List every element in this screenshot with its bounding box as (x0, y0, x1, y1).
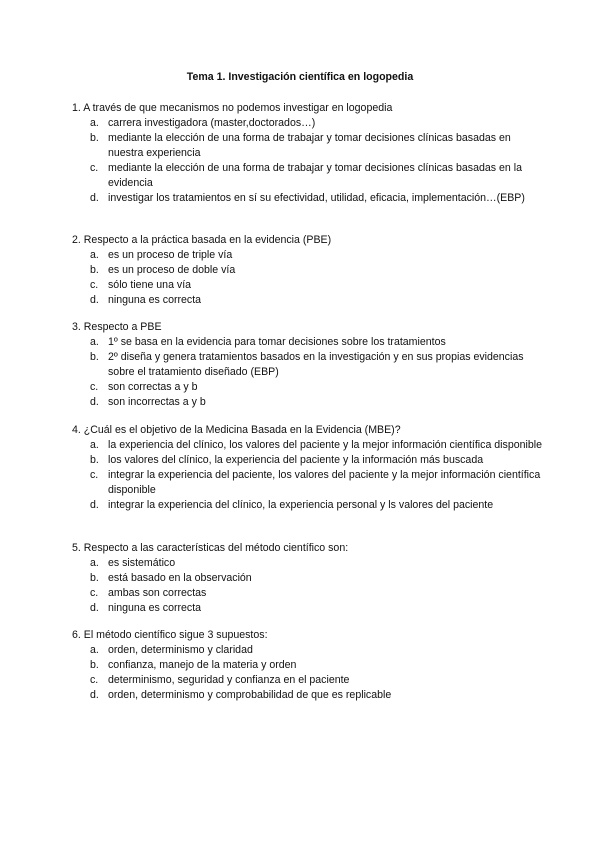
option-item (72, 468, 542, 498)
option-label: a. (90, 439, 99, 451)
option-text: está basado en la observación (108, 572, 252, 584)
question-5 (72, 541, 542, 616)
question-text: 2. Respecto a la práctica basada en la evidencia (PBE) (72, 234, 332, 246)
option-item (72, 556, 542, 571)
option-label: a. (90, 557, 99, 569)
option-label: d. (90, 602, 99, 614)
option-item (72, 453, 542, 468)
option-item (72, 278, 542, 293)
question-4 (72, 423, 542, 513)
option-item (72, 161, 542, 191)
option-text: 2º diseña y genera tratamientos basados en la investigación y en sus propias evidencias sobre el tratamiento diseñado (EBP) (108, 351, 524, 378)
option-label: c. (90, 587, 99, 599)
option-list (72, 556, 542, 616)
option-label: c. (90, 674, 99, 686)
option-label: b. (90, 572, 99, 584)
option-label: d. (90, 499, 99, 511)
option-item (72, 438, 542, 453)
option-label: a. (90, 117, 99, 129)
option-item (72, 498, 542, 513)
option-label: b. (90, 351, 99, 363)
option-item (72, 571, 542, 586)
option-label: c. (90, 162, 99, 174)
option-list (72, 335, 542, 410)
option-text: son incorrectas a y b (108, 396, 206, 408)
option-item (72, 380, 542, 395)
option-label: c. (90, 381, 99, 393)
option-item (72, 586, 542, 601)
option-item (72, 248, 542, 263)
option-text: los valores del clínico, la experiencia del paciente y la información más buscada (108, 454, 484, 466)
option-text: investigar los tratamientos en sí su efectividad, utilidad, eficacia, implementación…(EBP) (108, 192, 525, 204)
option-label: d. (90, 192, 99, 204)
option-label: c. (90, 279, 99, 291)
question-text: 5. Respecto a las características del método científico son: (72, 542, 349, 554)
option-label: a. (90, 249, 99, 261)
option-text: orden, determinismo y claridad (108, 644, 253, 656)
option-label: b. (90, 264, 99, 276)
question-1 (72, 101, 542, 206)
option-text: sólo tiene una vía (108, 279, 192, 291)
option-label: b. (90, 659, 99, 671)
option-text: determinismo, seguridad y confianza en el paciente (108, 674, 350, 686)
option-label: b. (90, 132, 99, 144)
option-label: a. (90, 336, 99, 348)
option-text: 1º se basa en la evidencia para tomar decisiones sobre los tratamientos (108, 336, 446, 348)
option-label: c. (90, 469, 99, 481)
option-item (72, 350, 542, 380)
question-text: 4. ¿Cuál es el objetivo de la Medicina Basada en la Evidencia (MBE)? (72, 424, 401, 436)
question-6 (72, 628, 542, 703)
option-list (72, 248, 542, 308)
option-item (72, 116, 542, 131)
option-label: a. (90, 644, 99, 656)
option-text: es un proceso de doble vía (108, 264, 236, 276)
option-text: mediante la elección de una forma de trabajar y tomar decisiones clínicas basadas en la evidencia (108, 162, 522, 189)
option-item (72, 673, 542, 688)
option-list (72, 116, 542, 206)
option-label: d. (90, 396, 99, 408)
option-text: orden, determinismo y comprobabilidad de que es replicable (108, 689, 392, 701)
option-text: integrar la experiencia del clínico, la experiencia personal y ls valores del paciente (108, 499, 494, 511)
option-text: ninguna es correcta (108, 602, 202, 614)
question-text: 6. El método científico sigue 3 supuestos: (72, 629, 268, 641)
option-item (72, 643, 542, 658)
option-text: son correctas a y b (108, 381, 198, 393)
option-item (72, 131, 542, 161)
question-text: 1. A través de que mecanismos no podemos investigar en logopedia (72, 102, 393, 114)
option-label: b. (90, 454, 99, 466)
option-item (72, 335, 542, 350)
option-list (72, 438, 542, 513)
option-text: ninguna es correcta (108, 294, 202, 306)
option-text: confianza, manejo de la materia y orden (108, 659, 297, 671)
question-text: 3. Respecto a PBE (72, 321, 162, 333)
option-text: es un proceso de triple vía (108, 249, 233, 261)
option-item (72, 601, 542, 616)
option-item (72, 293, 542, 308)
option-text: ambas son correctas (108, 587, 207, 599)
option-label: d. (90, 689, 99, 701)
option-item (72, 658, 542, 673)
option-list (72, 643, 542, 703)
option-text: mediante la elección de una forma de trabajar y tomar decisiones clínicas basadas en nuestra experiencia (108, 132, 511, 159)
option-text: la experiencia del clínico, los valores del paciente y la mejor información científica disponible (108, 439, 542, 451)
document-title: Tema 1. Investigación científica en logopedia (186, 71, 414, 83)
option-text: es sistemático (108, 557, 176, 569)
option-item (72, 395, 542, 410)
option-item (72, 191, 542, 206)
question-3 (72, 320, 542, 410)
option-item (72, 263, 542, 278)
option-label: d. (90, 294, 99, 306)
option-item (72, 688, 542, 703)
option-text: carrera investigadora (master,doctorados…) (108, 117, 316, 129)
question-2 (72, 233, 542, 308)
option-text: integrar la experiencia del paciente, los valores del paciente y la mejor información científica disponible (108, 469, 541, 496)
